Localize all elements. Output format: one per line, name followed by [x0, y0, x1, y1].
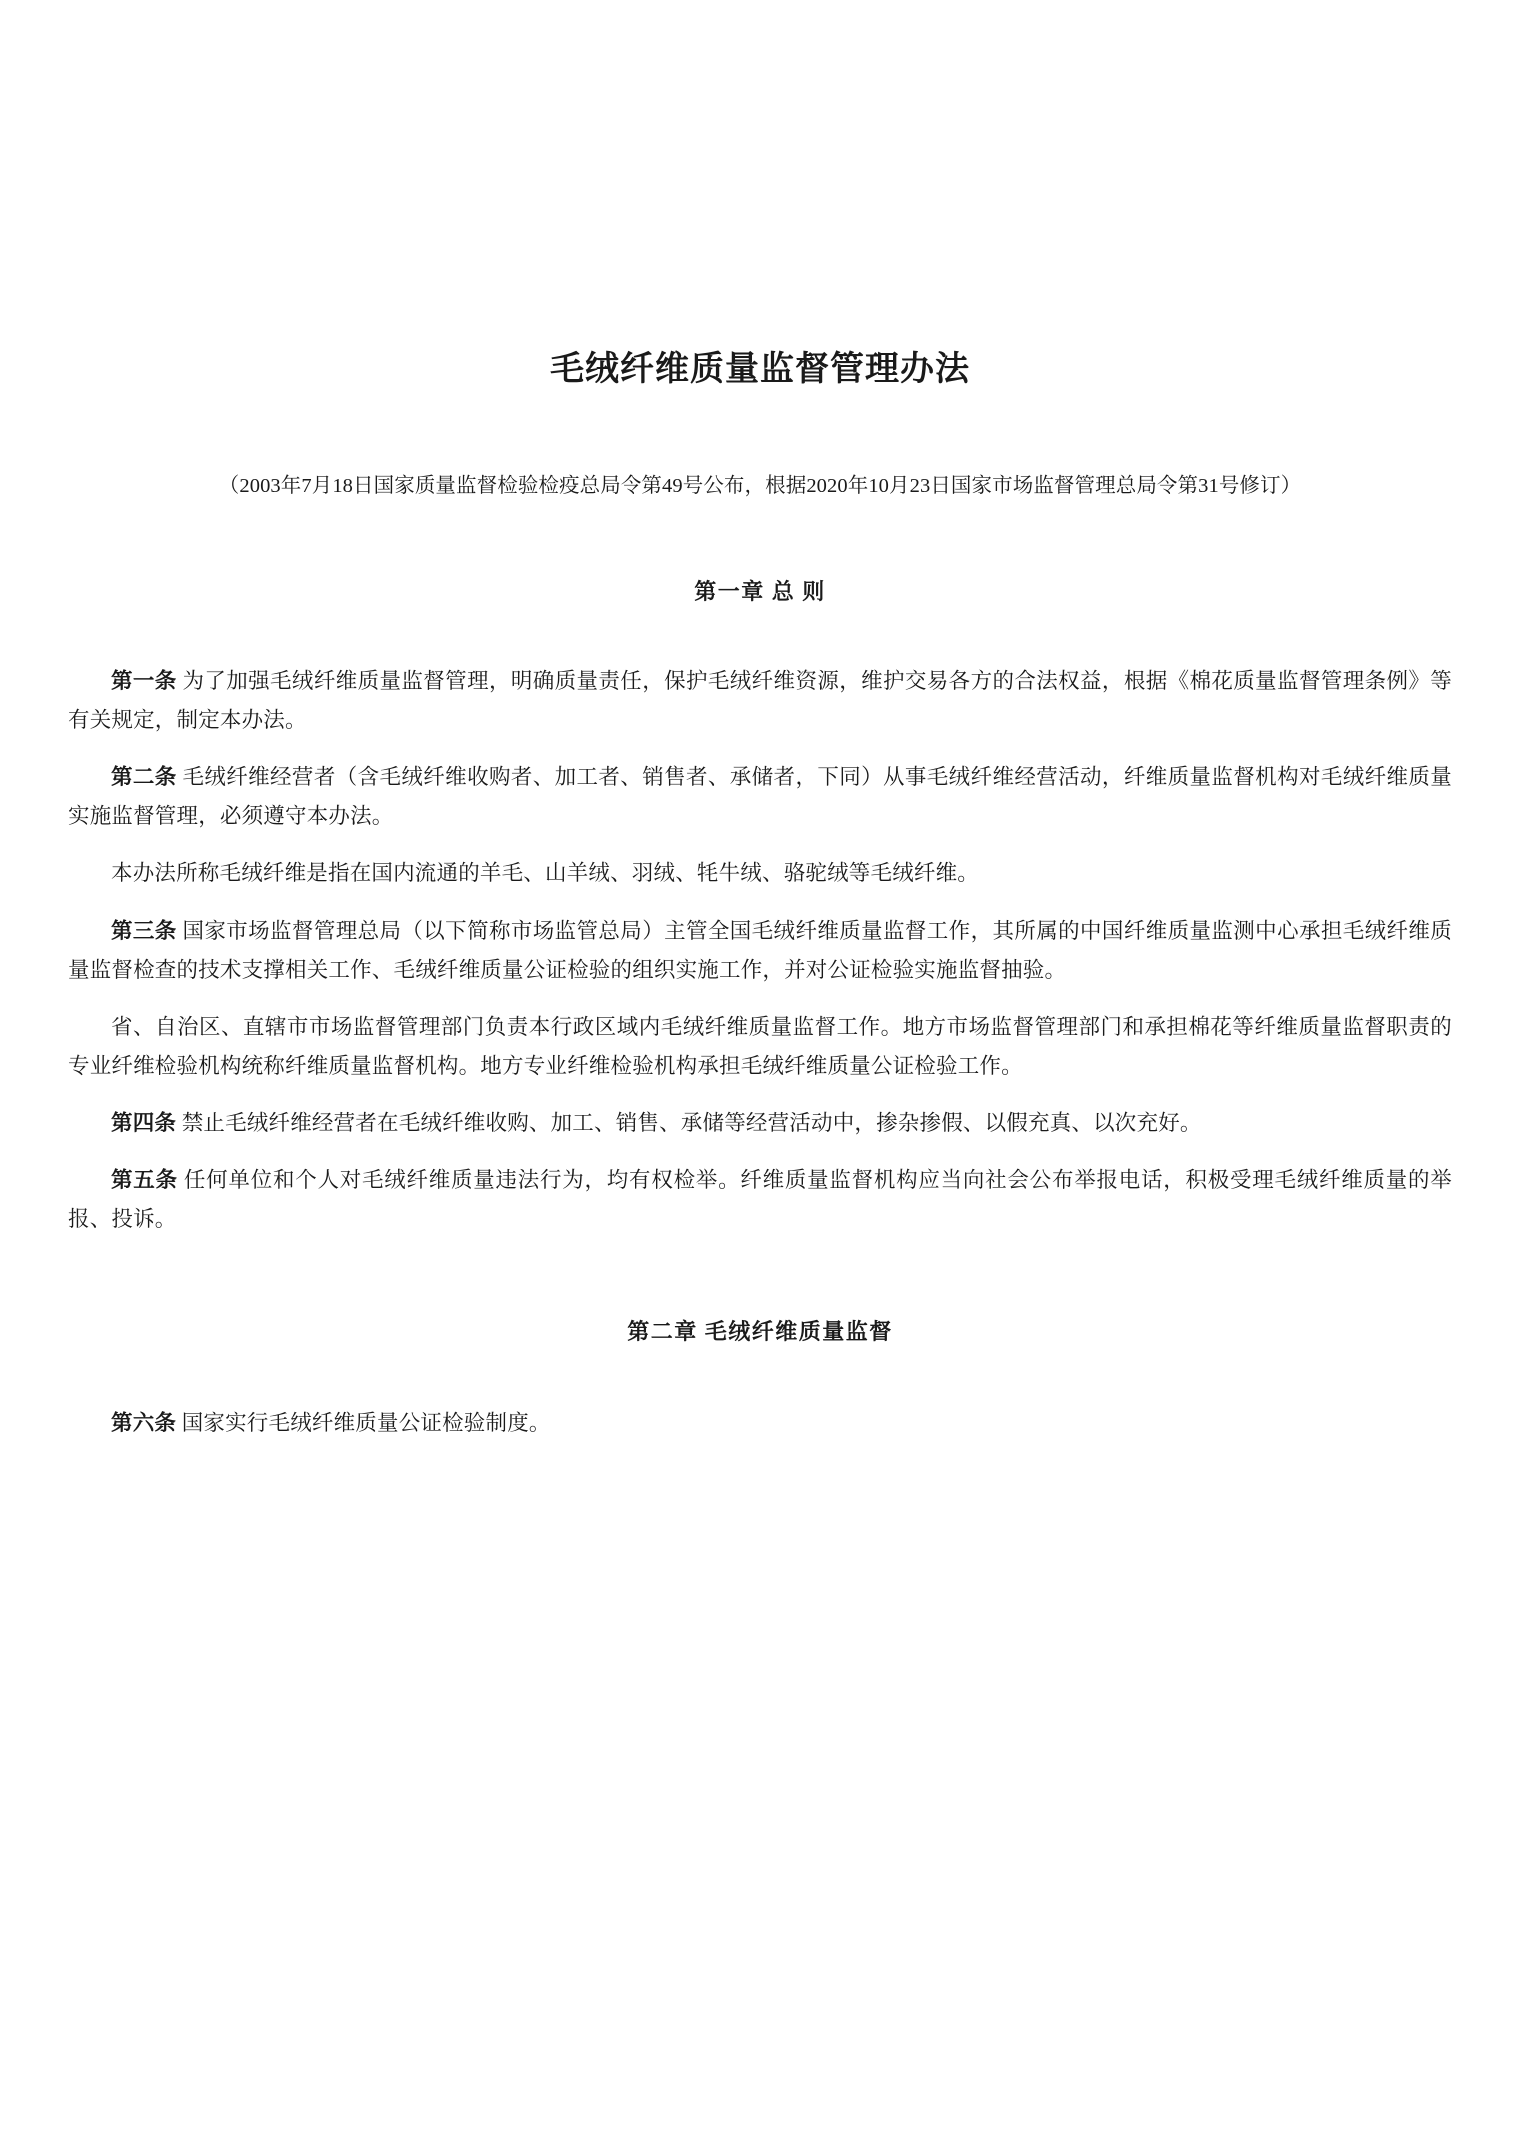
article-label: 第四条 — [111, 1111, 177, 1136]
chapter-1-body — [68, 606, 1452, 1240]
chapter-heading-1: 第一章 总 则 — [694, 578, 826, 604]
article-paragraph — [68, 854, 1452, 893]
article-text: 毛绒纤维经营者（含毛绒纤维收购者、加工者、销售者、承储者，下同）从事毛绒纤维经营活动，纤维质量监督机构对毛绒纤维质量实施监督管理，必须遵守本办法。 — [68, 765, 1453, 829]
article-text: 国家市场监督管理总局（以下简称市场监管总局）主管全国毛绒纤维质量监督工作，其所属的中国纤维质量监测中心承担毛绒纤维质量监督检查的技术支撑相关工作、毛绒纤维质量公证检验的组织实施工作，并对公证检验实施监督抽验。 — [68, 918, 1453, 982]
article-text: 任何单位和个人对毛绒纤维质量违法行为，均有权检举。纤维质量监督机构应当向社会公布举报电话，积极受理毛绒纤维质量的举报、投诉。 — [68, 1168, 1453, 1232]
article-text: 禁止毛绒纤维经营者在毛绒纤维收购、加工、销售、承储等经营活动中，掺杂掺假、以假充真、以次充好。 — [181, 1111, 1202, 1136]
article-text: 为了加强毛绒纤维质量监督管理，明确质量责任，保护毛绒纤维资源，维护交易各方的合法权益，根据《棉花质量监督管理条例》等有关规定，制定本办法。 — [68, 668, 1453, 733]
article-paragraph — [68, 1161, 1452, 1239]
article-paragraph — [68, 912, 1452, 990]
article-text: 本办法所称毛绒纤维是指在国内流通的羊毛、山羊绒、羽绒、牦牛绒、骆驼绒等毛绒纤维。 — [111, 861, 980, 886]
document-promulgation-note: （2003年7月18日国家质量监督检验检疫总局令第49号公布，根据2020年10月23日国家市场监督管理总局令第31号修订） — [218, 475, 1302, 498]
article-label: 第三条 — [111, 918, 177, 943]
article-text: 国家实行毛绒纤维质量公证检验制度。 — [181, 1411, 551, 1436]
article-paragraph — [68, 1008, 1452, 1086]
article-paragraph — [68, 662, 1452, 740]
article-label: 第一条 — [111, 668, 177, 693]
chapter-2-body — [68, 1346, 1452, 1443]
article-text: 省、自治区、直辖市市场监督管理部门负责本行政区域内毛绒纤维质量监督工作。地方市场监督管理部门和承担棉花等纤维质量监督职责的专业纤维检验机构统称纤维质量监督机构。地方专业纤维检验机构承担毛绒纤维质量公证检验工作。 — [68, 1014, 1452, 1078]
page-title: 毛绒纤维质量监督管理办法 — [550, 351, 970, 388]
article-label: 第二条 — [111, 765, 177, 790]
article-paragraph — [68, 1404, 1452, 1443]
article-label: 第五条 — [111, 1168, 178, 1193]
article-paragraph — [68, 758, 1452, 836]
article-label: 第六条 — [111, 1411, 177, 1436]
article-paragraph — [68, 1104, 1452, 1143]
chapter-heading-2: 第二章 毛绒纤维质量监督 — [627, 1319, 893, 1345]
